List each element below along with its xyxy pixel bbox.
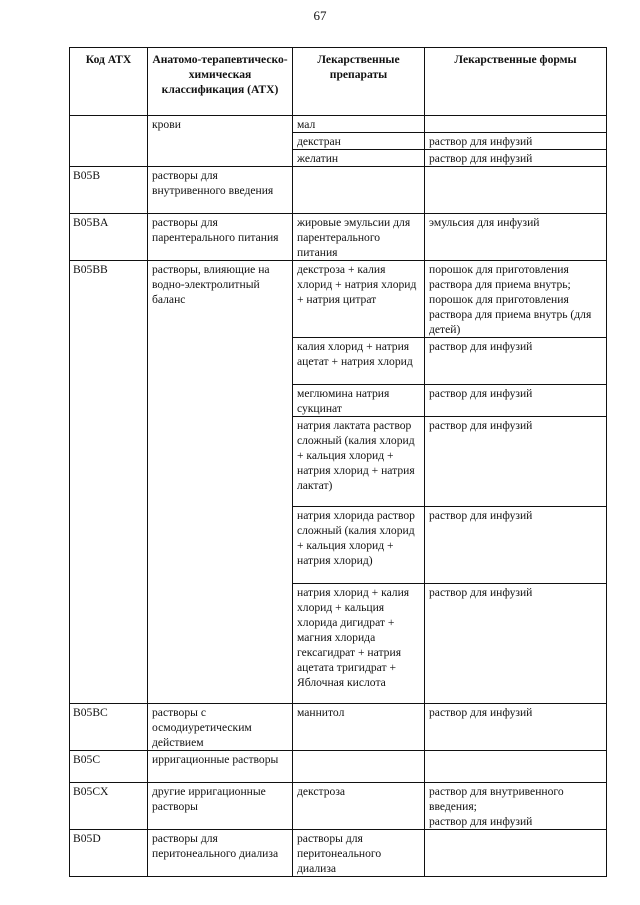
cell-drug: желатин	[293, 150, 425, 167]
table-row	[70, 783, 607, 830]
cell-drug: декстроза + калия хлорид + натрия хлорид + натрия цитрат	[293, 261, 425, 338]
cell-classification: растворы, влияющие на водно-электролитный баланс	[148, 261, 293, 704]
cell-classification: другие ирригационные растворы	[148, 783, 293, 830]
cell-drug: натрия лактата раствор сложный (калия хлорид + кальция хлорид + натрия хлорид + натрия лактат)	[293, 417, 425, 507]
cell-classification: растворы для внутривенного введения	[148, 167, 293, 214]
cell-form	[425, 167, 607, 214]
cell-drug: жировые эмульсии для парентерального питания	[293, 214, 425, 261]
cell-form	[425, 751, 607, 783]
cell-classification: крови	[148, 116, 293, 167]
cell-form: порошок для приготовления раствора для приема внутрь; порошок для приготовления раствора для приема внутрь (для детей)	[425, 261, 607, 338]
table-row	[70, 261, 607, 338]
cell-drug: натрия хлорида раствор сложный (калия хлорид + кальция хлорид + натрия хлорид)	[293, 507, 425, 584]
cell-form: раствор для инфузий	[425, 133, 607, 150]
cell-form	[425, 116, 607, 133]
cell-code	[70, 116, 148, 167]
cell-form: раствор для инфузий	[425, 704, 607, 751]
cell-drug: маннитол	[293, 704, 425, 751]
cell-form: раствор для инфузий	[425, 584, 607, 704]
cell-drug: меглюмина натрия сукцинат	[293, 385, 425, 417]
cell-form: раствор для инфузий	[425, 417, 607, 507]
header-atc-code: Код АТХ	[70, 48, 148, 116]
cell-drug: декстроза	[293, 783, 425, 830]
cell-code: B05BB	[70, 261, 148, 704]
cell-form: эмульсия для инфузий	[425, 214, 607, 261]
cell-drug: мал	[293, 116, 425, 133]
cell-drug: натрия хлорид + калия хлорид + кальция хлорида дигидрат + магния хлорида гексагидрат + натрия ацетата тригидрат + Яблочная кислота	[293, 584, 425, 704]
cell-drug: растворы для перитонеального диализа	[293, 830, 425, 877]
header-dosage-forms: Лекарственные формы	[425, 48, 607, 116]
cell-form: раствор для инфузий	[425, 507, 607, 584]
cell-code: B05D	[70, 830, 148, 877]
table-row	[70, 751, 607, 783]
cell-form: раствор для внутривенного введения; раствор для инфузий	[425, 783, 607, 830]
cell-classification: растворы с осмодиуретическим действием	[148, 704, 293, 751]
table-row	[70, 116, 607, 133]
cell-code: B05BC	[70, 704, 148, 751]
cell-classification: ирригационные растворы	[148, 751, 293, 783]
cell-form: раствор для инфузий	[425, 338, 607, 385]
cell-drug: декстран	[293, 133, 425, 150]
cell-code: B05CX	[70, 783, 148, 830]
cell-classification: растворы для перитонеального диализа	[148, 830, 293, 877]
cell-form	[425, 830, 607, 877]
drug-table	[69, 47, 607, 877]
cell-drug	[293, 751, 425, 783]
page-number: 67	[313, 8, 327, 23]
cell-classification: растворы для парентерального питания	[148, 214, 293, 261]
cell-drug: калия хлорид + натрия ацетат + натрия хлорид	[293, 338, 425, 385]
header-drugs: Лекарственные препараты	[293, 48, 425, 116]
table-row	[70, 214, 607, 261]
cell-code: B05C	[70, 751, 148, 783]
header-atc-classification: Анатомо-терапевтическо-химическая классификация (АТХ)	[148, 48, 293, 116]
cell-drug	[293, 167, 425, 214]
cell-form: раствор для инфузий	[425, 150, 607, 167]
cell-form: раствор для инфузий	[425, 385, 607, 417]
table-row	[70, 704, 607, 751]
cell-code: B05B	[70, 167, 148, 214]
table-row	[70, 167, 607, 214]
table-row	[70, 830, 607, 877]
table-header-row	[70, 48, 607, 116]
cell-code: B05BA	[70, 214, 148, 261]
